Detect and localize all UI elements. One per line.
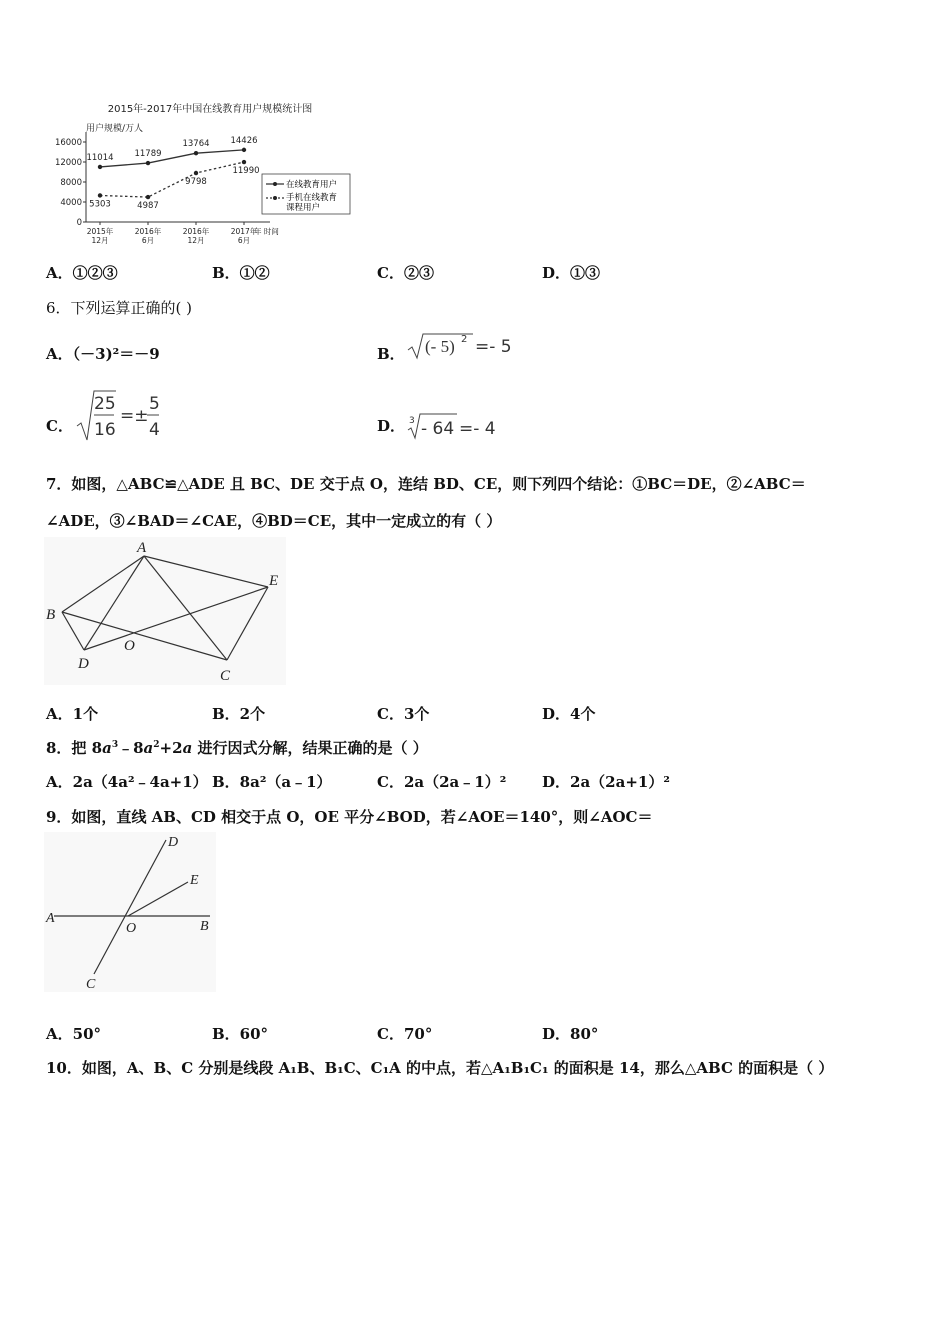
q8-stem [46,737,428,758]
series-line-2 [100,162,244,197]
q6-c-eq: =± [120,406,149,426]
series-1-point [98,165,102,169]
point-label-o: O [124,638,135,654]
y-tick-label: 12000 [54,158,82,168]
legend-series-2-line2: 课程用户 [286,203,321,213]
q8-var-3: a [182,739,193,757]
q6-d-index: 3 [409,416,415,426]
q6-option-b-label: B． [377,345,405,363]
x-tick-label-month: 6月 [237,236,251,245]
q8-option-b: B．8a²（a﹣1） [212,773,332,791]
q8-stem-mid2: +2 [159,739,183,757]
point-label-b: B [200,919,209,934]
q8-exp-1: 3 [111,740,119,750]
q6-option-a: A．（－3)²＝－9 [46,345,160,363]
q5-option-d: D．①③ [542,264,601,282]
q6-c-rden: 4 [149,420,160,440]
q6-option-b-sqrt [405,330,545,362]
q6-b-exponent: 2 [461,334,468,345]
y-tick-label: 4000 [60,198,82,208]
x-tick-label-month: 12月 [91,236,109,245]
series-2-data-label: 11990 [232,166,260,177]
series-1-data-label: 14426 [230,135,258,146]
point-label-c: C [220,668,231,684]
q6-d-radicand: - 64 [421,419,455,439]
q8-stem-post: 进行因式分解，结果正确的是（ ） [192,739,428,757]
y-tick-label: 8000 [60,178,82,188]
legend-series-1: 在线教育用户 [286,180,338,190]
series-2-point [98,193,102,197]
x-tick-label-year: 2016年 [134,227,162,236]
q7-option-d: D．4个 [542,705,596,723]
series-2-data-label: 4987 [137,201,159,212]
chart-title: 2015年-2017年中国在线教育用户规模统计图 [107,104,313,115]
q7-triangle-figure [44,537,286,685]
q5-option-c: C．②③ [377,264,434,282]
series-2-point [242,160,246,164]
point-label-o: O [126,921,137,936]
q6-c-den: 16 [94,420,116,440]
q5-option-a: A．①②③ [46,264,118,282]
series-2-data-label: 5303 [89,199,111,210]
q8-option-a: A．2a（4a²﹣4a+1） [46,773,208,791]
q9-lines-figure [44,832,216,992]
series-1-data-label: 13764 [182,139,210,150]
q6-c-num: 25 [94,394,116,414]
x-axis-label: 年 时间 [254,227,279,236]
q8-var-1: a [102,739,112,757]
q7-stem-line2: ∠ADE，③∠BAD＝∠CAE，④BD＝CE，其中一定成立的有（ ） [46,512,502,530]
q9-option-c: C．70° [377,1025,433,1043]
point-label-e: E [190,873,199,888]
q8-stem-mid: ﹣8 [118,739,144,757]
series-2-point [194,171,198,175]
q6-b-radicand: (- 5) [425,337,455,356]
q8-var-2: a [143,739,154,757]
q6-c-rnum: 5 [149,394,160,414]
q6-option-c-label: C． [46,417,73,435]
legend-series-2-line1: 手机在线教育 [286,193,338,203]
chart-y-label: 用户规模/万人 [86,124,144,134]
q9-option-d: D．80° [542,1025,599,1043]
x-tick-label-year: 2016年 [182,227,210,236]
chart-legend [262,174,350,214]
series-1-data-label: 11789 [134,149,162,160]
q10-stem: 10．如图，A、B、C 分别是线段 A₁B、B₁C、C₁A 的中点，若△A₁B₁C₁ 的面积是 14，那么△ABC 的面积是（ ） [46,1059,834,1077]
q6-option-d-label: D． [377,417,406,435]
x-tick-label-year: 2017年 [230,227,258,236]
q9-stem: 9．如图，直线 AB、CD 相交于点 O，OE 平分∠BOD，若∠AOE＝140°，则∠AOC＝ [46,808,653,826]
series-1-point [146,161,150,165]
q8-option-c: C．2a（2a﹣1）² [377,773,507,791]
point-label-d: D [168,835,179,850]
x-tick-label-month: 12月 [187,236,205,245]
point-label-e: E [269,573,279,589]
series-1-point [242,148,246,152]
q6-b-rhs: =- 5 [475,337,512,357]
point-label-c: C [86,977,96,992]
q9-option-b: B．60° [212,1025,269,1043]
q7-stem-line1: 7．如图，△ABC≌△ADE 且 BC、DE 交于点 O，连结 BD、CE，则下列四个结论：①BC＝DE，②∠ABC＝ [46,475,806,493]
x-tick-label-month: 6月 [141,236,155,245]
point-label-a: A [46,911,55,926]
series-1-data-label: 11014 [86,152,114,163]
q8-stem-pre: 8．把 8 [46,739,103,757]
q7-option-c: C．3个 [377,705,430,723]
q5-option-b: B．①② [212,264,270,282]
series-2-data-label: 9798 [185,177,207,188]
q8-option-d: D．2a（2a+1）² [542,773,670,791]
q7-option-b: B．2个 [212,705,266,723]
y-tick-label: 0 [76,218,82,228]
q6-stem: 6．下列运算正确的( ) [46,299,193,317]
point-label-a: A [137,540,147,556]
point-label-d: D [78,656,89,672]
q7-option-a: A．1个 [46,705,99,723]
q8-exp-2: 2 [153,740,160,750]
x-tick-label-year: 2015年 [86,227,114,236]
y-tick-label: 16000 [54,138,82,148]
series-1-point [194,151,198,155]
q6-option-d-cuberoot [405,408,545,442]
q6-d-rhs: =- 4 [459,419,496,439]
point-label-b: B [46,607,56,623]
q9-option-a: A．50° [46,1025,102,1043]
user-scale-line-chart [40,96,370,256]
series-line-1 [100,150,244,167]
series-2-point [146,195,150,199]
q6-option-c-sqrt-fraction [74,388,214,444]
